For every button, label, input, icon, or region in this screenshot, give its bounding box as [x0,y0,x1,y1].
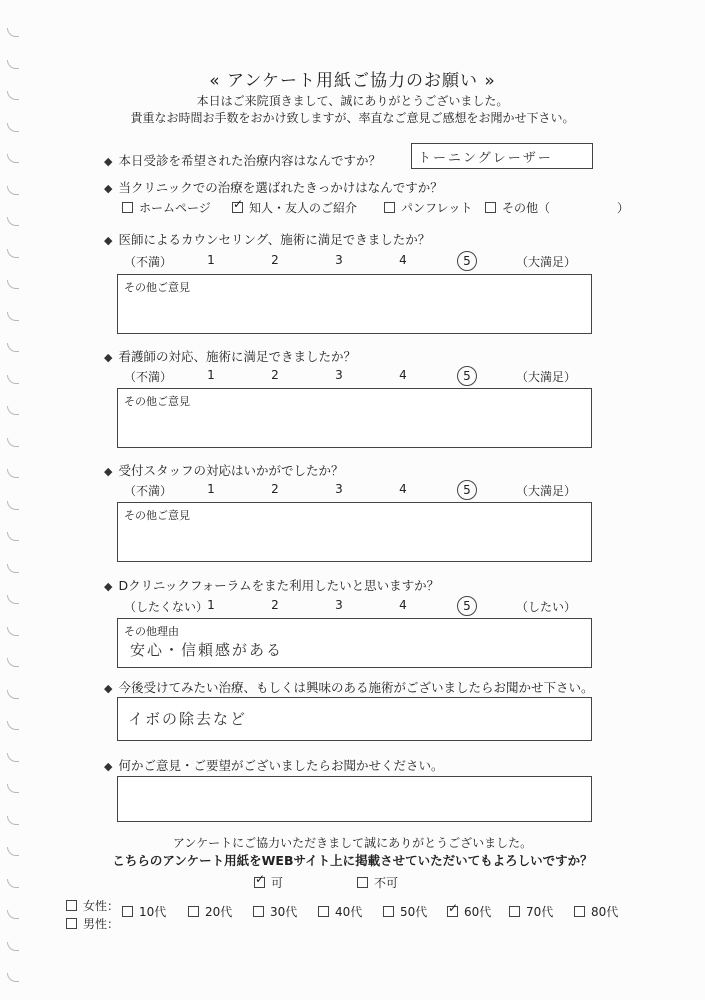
binder-ring [7,438,19,447]
question-7-text: 今後受けてみたい治療、もしくは興味のある施術がございましたらお聞かせ下さい。 [118,680,594,695]
rating-option-3[interactable]: 3 [335,253,343,267]
binder-ring [7,973,19,982]
checkbox-icon[interactable] [318,906,329,917]
binder-ring [7,217,19,226]
diamond-bullet-icon: ◆ [104,465,113,478]
binder-ring [7,28,19,37]
binder-ring [7,501,19,510]
comment-text: 安心・信頼感がある [130,641,284,659]
scale-high-label: （大満足） [516,370,577,384]
question-5 [104,461,343,479]
rating-option-1[interactable]: 1 [207,482,215,496]
question-6 [104,576,439,594]
permission-yes-option[interactable]: ✓可 [254,874,283,891]
binder-ring [7,627,19,636]
q7-answer-field[interactable] [117,697,592,741]
checkbox-icon[interactable] [188,906,199,917]
binder-ring [7,280,19,289]
scale-high-label: （大満足） [516,484,577,498]
rating-option-2[interactable]: 2 [271,253,279,267]
question-4 [104,347,356,365]
binder-ring [7,753,19,762]
scale-low-label: （したくない） [124,600,209,614]
binder-ring [7,690,19,699]
q4-rating-scale [0,368,705,388]
rating-option-4[interactable]: 4 [399,598,407,612]
q3-rating-scale [0,253,705,273]
rating-option-4[interactable]: 4 [399,253,407,267]
gender-male-option[interactable]: 男性： [66,915,119,932]
q2-option-homepage[interactable]: ホームページ [122,199,211,216]
binder-ring [7,942,19,951]
diamond-bullet-icon: ◆ [104,682,113,695]
question-2-text: 当クリニックでの治療を選ばれたきっかけはなんですか？ [118,180,443,195]
rating-option-1[interactable]: 1 [207,253,215,267]
comment-label: その他ご意見 [124,395,190,408]
binder-ring [7,564,19,573]
checkbox-icon[interactable] [509,906,520,917]
question-3 [104,230,430,248]
comment-label: その他理由 [124,625,179,638]
checkbox-icon[interactable] [383,906,394,917]
comment-label: その他ご意見 [124,509,190,522]
rating-option-4[interactable]: 4 [399,368,407,382]
age-option-3[interactable]: 30代 [253,903,297,920]
diamond-bullet-icon: ◆ [104,760,113,773]
q2-option-referral[interactable]: ✓ 知人・友人のご紹介 [232,199,357,216]
rating-option-5[interactable]: 5 [457,251,477,271]
binder-ring [7,658,19,667]
q6-comment-box[interactable] [117,618,592,668]
question-4-text: 看護師の対応、施術に満足できましたか？ [118,349,356,364]
scale-high-label: （大満足） [516,255,577,269]
rating-option-3[interactable]: 3 [335,598,343,612]
age-option-8[interactable]: 80代 [574,903,618,920]
comment-label: その他ご意見 [124,281,190,294]
question-7 [104,678,593,696]
rating-option-2[interactable]: 2 [271,598,279,612]
scale-low-label: （不満） [124,370,173,384]
age-option-2[interactable]: 20代 [188,903,232,920]
rating-option-1[interactable]: 1 [207,598,215,612]
checkbox-icon[interactable] [357,877,368,888]
q4-comment-box[interactable] [117,388,592,448]
checkbox-icon[interactable] [122,906,133,917]
checkbox-icon[interactable] [384,202,395,213]
age-option-6[interactable]: ✓ 60代 [447,903,491,920]
thanks-text: アンケートにご協力いただきまして誠にありがとうございました。 [172,836,533,850]
binder-ring [7,879,19,888]
rating-option-2[interactable]: 2 [271,368,279,382]
q2-other-close: ） [617,201,630,215]
binder-ring [7,784,19,793]
question-2 [104,178,443,196]
q1-answer-field[interactable] [411,143,593,169]
age-option-1[interactable]: 10代 [122,903,166,920]
diamond-bullet-icon: ◆ [104,234,113,247]
gender-female-option[interactable]: 女性： [66,897,119,914]
permission-no-option[interactable]: 不可 [357,874,398,891]
age-option-5[interactable]: 50代 [383,903,427,920]
checkbox-icon[interactable] [253,906,264,917]
scale-low-label: （不満） [124,484,173,498]
diamond-bullet-icon: ◆ [104,155,113,168]
q3-comment-box[interactable] [117,274,592,334]
q7-answer-text: イボの除去など [128,710,248,728]
checkbox-icon[interactable] [66,918,77,929]
checked-checkbox-icon[interactable] [254,877,265,888]
checkbox-icon[interactable] [485,202,496,213]
checkbox-icon[interactable] [122,202,133,213]
scale-high-label: （したい） [516,600,577,614]
form-title: « アンケート用紙ご協力のお願い » [209,71,496,91]
publish-permission-question: こちらのアンケート用紙をWEBサイト上に掲載させていただいてもよろしいですか？ [112,853,593,868]
q2-option-pamphlet[interactable]: パンフレット [384,199,472,216]
q8-answer-field[interactable] [117,776,592,822]
binder-ring [7,910,19,919]
intro-line-2: 貴重なお時間お手数をおかけ致しますが、率直なご意見ご感想をお聞かせ下さい。 [130,111,575,125]
diamond-bullet-icon: ◆ [104,580,113,593]
binder-ring [7,532,19,541]
binder-ring [7,469,19,478]
q1-answer-text: トーニングレーザー [418,151,553,166]
binder-ring [7,721,19,730]
rating-option-1[interactable]: 1 [207,368,215,382]
scale-low-label: （不満） [124,255,173,269]
checkbox-icon[interactable] [66,900,77,911]
checked-checkbox-icon[interactable] [232,202,243,213]
rating-option-3[interactable]: 3 [335,482,343,496]
q5-rating-scale [0,482,705,502]
rating-option-3[interactable]: 3 [335,368,343,382]
binder-ring [7,406,19,415]
rating-option-5[interactable]: 5 [457,596,477,616]
question-1 [104,151,381,169]
rating-option-2[interactable]: 2 [271,482,279,496]
binder-ring [7,343,19,352]
q2-option-other[interactable]: その他（ [485,199,550,216]
question-3-text: 医師によるカウンセリング、施術に満足できましたか？ [118,232,431,247]
question-8 [104,756,443,774]
rating-option-5[interactable]: 5 [457,480,477,500]
question-8-text: 何かご意見・ご要望がございましたらお聞かせください。 [118,758,444,773]
checkbox-icon[interactable] [574,906,585,917]
diamond-bullet-icon: ◆ [104,351,113,364]
intro-line-1: 本日はご来院頂きまして、誠にありがとうございました。 [196,94,509,108]
binder-ring [7,816,19,825]
checked-checkbox-icon[interactable] [447,906,458,917]
age-option-7[interactable]: 70代 [509,903,553,920]
rating-option-5[interactable]: 5 [457,366,477,386]
question-6-text: Dクリニックフォーラムをまた利用したいと思いますか？ [118,578,440,593]
q5-comment-box[interactable] [117,502,592,562]
question-5-text: 受付スタッフの対応はいかがでしたか？ [118,463,344,478]
binder-ring [7,154,19,163]
binder-ring [7,186,19,195]
rating-option-4[interactable]: 4 [399,482,407,496]
binder-ring [7,312,19,321]
diamond-bullet-icon: ◆ [104,182,113,195]
question-1-text: 本日受診を希望された治療内容はなんですか？ [118,153,381,168]
q6-rating-scale [0,598,705,618]
age-option-4[interactable]: 40代 [318,903,362,920]
